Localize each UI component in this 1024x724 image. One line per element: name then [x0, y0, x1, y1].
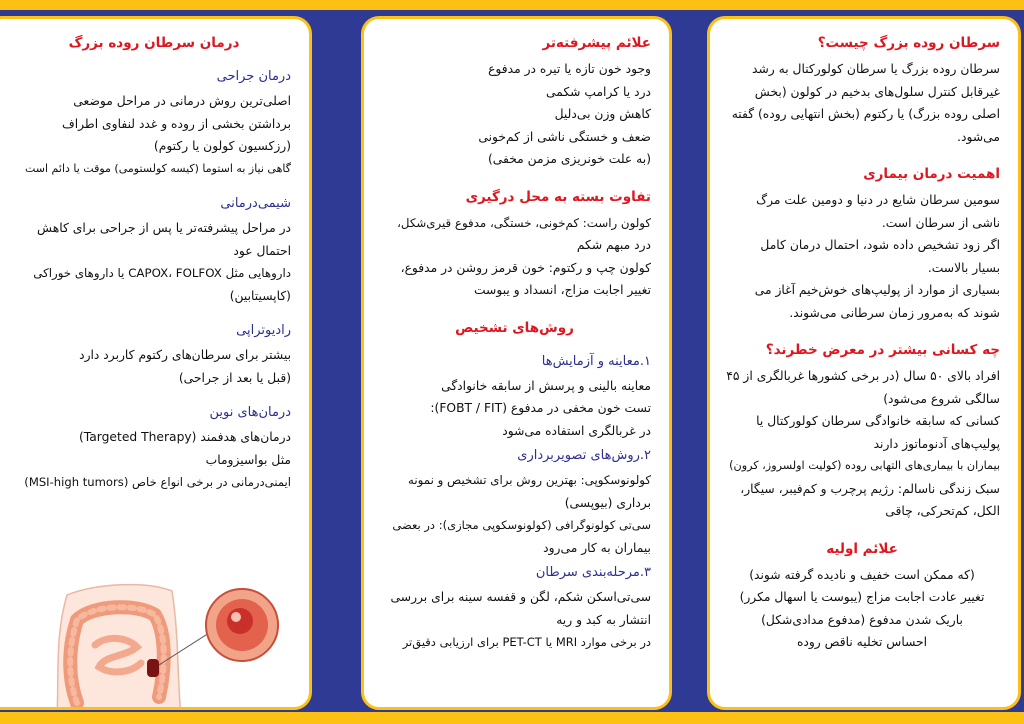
text-line: تغییر عادت اجابت مزاج (یبوست یا اسهال مکرر) [739, 590, 985, 604]
text-line: سی‌تی کولونوگرافی (کولونوسکوپی مجازی): در بعضی [392, 518, 651, 532]
panel-intro [707, 16, 1021, 710]
text-line: کولون چپ و رکتوم: خون قرمز روشن در مدفوع، [400, 260, 651, 275]
text-line: در مراحل پیشرفته‌تر یا پس از جراحی برای کاهش [37, 221, 291, 235]
heading-diagnosis: روش‌های تشخیص [455, 319, 574, 336]
subheading-novel-treatments: درمان‌های نوین [209, 405, 291, 420]
text-line: معاینه بالینی و پرسش از سابقه خانوادگی [441, 378, 651, 393]
heading-location-difference: تفاوت بسته به محل درگیری [465, 188, 651, 205]
text-line: درمان‌های هدفمند (Targeted Therapy) [78, 430, 291, 444]
text-line: سرطان روده بزرگ یا سرطان کولورکتال به رشد [752, 62, 1000, 76]
subheading-staging: ۳.مرحله‌بندی سرطان [535, 565, 651, 580]
text-line: غیرقابل کنترل سلول‌های بدخیم در کولون (بخش [754, 84, 1000, 99]
text-line: انتشار به کبد و ریه [556, 612, 651, 627]
text-line: سبک زندگی ناسالم: رژیم پرچرب و کم‌فیبر، سیگار، [740, 481, 1000, 496]
text-line: سی‌تی‌اسکن شکم، لگن و قفسه سینه برای بررسی [390, 590, 651, 604]
text-line: بسیاری از موارد از پولیپ‌های خوش‌خیم آغاز می [754, 283, 1000, 297]
text-line: (کاپسیتابین) [229, 288, 291, 303]
text-line: می‌شود. [957, 129, 1000, 144]
colon-illustration [37, 575, 287, 710]
text-line: (که ممکن است خفیف و نادیده گرفته شوند) [749, 567, 975, 582]
text-line: بیماران با بیماری‌های التهابی روده (کولیت اولسروز، کرون) [729, 459, 1000, 472]
subheading-imaging: ۲.روش‌های تصویربرداری [517, 448, 651, 463]
top-stripe [0, 0, 1024, 10]
heading-what-is: سرطان روده بزرگ چیست؟ [817, 35, 1000, 51]
subheading-chemotherapy: شیمی‌درمانی [220, 196, 291, 211]
text-line: افراد بالای ۵۰ سال (در برخی کشورها غربالگری از ۴۵ [726, 369, 1000, 383]
text-line: تغییر اجابت مزاج، انسداد و یبوست [473, 283, 651, 297]
text-line: باریک شدن مدفوع (مدفوع مدادی‌شکل) [761, 612, 963, 627]
subheading-surgery: درمان جراحی [216, 69, 291, 84]
text-line: سالگی شروع می‌شود) [883, 391, 1000, 406]
heading-risk-groups: چه کسانی بیشتر در معرض خطرند؟ [765, 342, 1000, 358]
text-line: ناشی از سرطان است. [881, 215, 1000, 230]
text-line: در برخی موارد MRI یا PET-CT برای ارزیابی دقیق‌تر [402, 635, 651, 649]
text-line: تست خون مخفی در مدفوع (FOBT / FIT): [430, 401, 651, 415]
bottom-stripe [0, 712, 1024, 724]
text-line: درد یا کرامپ شکمی [546, 84, 651, 99]
text-line: سومین سرطان شایع در دنیا و دومین علت مرگ [756, 193, 1000, 207]
subheading-radiotherapy: رادیوتراپی [236, 323, 291, 338]
text-line: احتمال عود [233, 243, 291, 258]
text-line: بیشتر برای سرطان‌های رکتوم کاربرد دارد [79, 348, 291, 362]
text-line: ایمنی‌درمانی در برخی انواع خاص (MSI-high tumors) [24, 475, 291, 489]
text-line: بیماران به کار می‌رود [543, 540, 651, 555]
panel-treatment [0, 16, 312, 710]
text-line: مثل بواسیزوماب [205, 452, 291, 467]
text-line: ضعف و خستگی ناشی از کم‌خونی [478, 129, 651, 144]
heading-treatment: درمان سرطان روده بزرگ [68, 35, 240, 51]
text-line: داروهایی مثل CAPOX، FOLFOX یا داروهای خوراکی [33, 266, 291, 280]
text-line: الکل، کم‌تحرکی، چاقی [885, 504, 1000, 518]
heading-importance: اهمیت درمان بیماری [863, 166, 1000, 182]
text-line: (قبل یا بعد از جراحی) [178, 370, 291, 385]
heading-early-symptoms: علائم اولیه [826, 540, 898, 557]
text-line: (به علت خونریزی مزمن مخفی) [487, 152, 651, 166]
text-line: کولونوسکوپی: بهترین روش برای تشخیص و نمونه [408, 473, 651, 487]
text-line: گاهی نیاز به استوما (کیسه کولستومی) موقت یا دائم است [24, 161, 291, 175]
text-line: بسیار بالاست. [927, 260, 1000, 275]
text-line: کسانی که سابقه خانوادگی سرطان کولورکتال یا [756, 414, 1000, 428]
text-line: در غربالگری استفاده می‌شود [502, 423, 651, 438]
text-line: برداشتن بخشی از روده و غدد لنفاوی اطراف [61, 116, 291, 131]
text-line: پولیپ‌های آدنوماتوز دارند [873, 436, 1000, 451]
text-line: اگر زود تشخیص داده شود، احتمال درمان کامل [760, 238, 1000, 252]
text-line: (رزکسیون کولون یا رکتوم) [153, 139, 291, 153]
text-line: اصلی‌ترین روش درمانی در مراحل موضعی [73, 94, 291, 108]
text-line: برداری (بیوپسی) [564, 495, 651, 510]
text-line: احساس تخلیه ناقص روده [796, 635, 928, 649]
text-line: وجود خون تازه یا تیره در مدفوع [488, 62, 651, 76]
heading-advanced-symptoms: علائم پیشرفته‌تر [542, 35, 651, 51]
text-line: کولون راست: کم‌خونی، خستگی، مدفوع قیری‌شکل، [397, 215, 651, 230]
text-line: درد مبهم شکم [576, 238, 651, 252]
text-line: کاهش وزن بی‌دلیل [554, 107, 651, 121]
text-line: شوند که به‌مرور زمان سرطانی می‌شوند. [789, 305, 1000, 320]
subheading-exam: ۱.معاینه و آزمایش‌ها [541, 353, 651, 369]
panel-symptoms-diagnosis [361, 16, 672, 710]
text-line: اصلی روده بزرگ) یا رکتوم (بخش انتهایی روده) گفته [731, 107, 1000, 121]
